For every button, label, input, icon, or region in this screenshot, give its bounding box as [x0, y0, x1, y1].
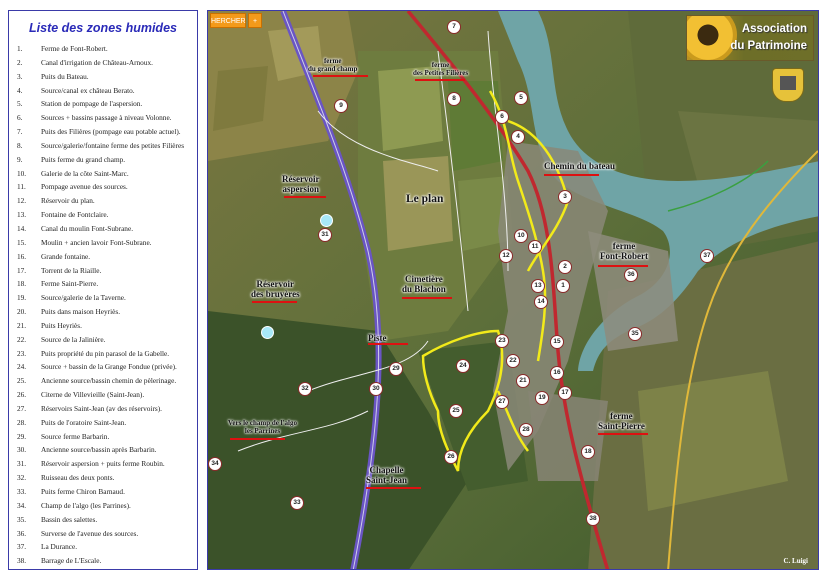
underline-chemin-bateau [544, 174, 599, 176]
zone-list-item [17, 360, 184, 374]
zone-list-item [17, 84, 184, 98]
zone-number: 33. [17, 487, 27, 496]
pin-25[interactable]: 25 [449, 404, 463, 418]
zone-list-item [17, 97, 184, 111]
zone-number: 2. [17, 57, 23, 67]
zone-list-item [17, 180, 184, 194]
zone-list-item [17, 236, 184, 250]
pin-32[interactable]: 32 [298, 382, 312, 396]
zone-number: 1. [17, 44, 23, 53]
label-reservoir-aspersion: Réservoir aspersion [282, 174, 320, 194]
zone-number: 21. [17, 320, 27, 330]
label-petites-filieres: ferme des Petites Filières [413, 61, 469, 77]
pin-29[interactable]: 29 [389, 362, 403, 376]
label-chapelle: Chapelle Saint-Jean [366, 465, 408, 485]
sunflower-icon [686, 15, 737, 61]
pin-28[interactable]: 28 [519, 423, 533, 437]
zone-number: 5. [17, 99, 23, 109]
zone-number: 17. [17, 265, 27, 275]
pin-15[interactable]: 15 [550, 335, 564, 349]
zone-number: 28. [17, 417, 27, 427]
reservoir-aspersion-dot [320, 214, 333, 227]
pin-7[interactable]: 7 [447, 20, 461, 34]
pin-38[interactable]: 38 [586, 512, 600, 526]
label-champ-algo: Vers le champ de l'algo les Parrines [228, 419, 297, 435]
zone-list-item [17, 208, 184, 222]
zone-list-item [17, 347, 184, 361]
zone-number: 7. [17, 127, 23, 137]
pin-8[interactable]: 8 [447, 92, 461, 106]
label-grand-champ: ferme du grand champ [308, 57, 358, 73]
pin-9[interactable]: 9 [334, 99, 348, 113]
zone-number: 38. [17, 556, 27, 566]
zone-number: 26. [17, 390, 27, 400]
zone-name: Réservoir du plan. [41, 196, 95, 206]
pin-22[interactable]: 22 [506, 354, 520, 368]
pin-1[interactable]: 1 [556, 279, 570, 293]
zone-name: Puits propriété du pin parasol de la Gabelle. [41, 348, 170, 358]
zone-list-item [17, 319, 184, 333]
zone-name: Pompage avenue des sources. [41, 182, 128, 192]
zone-list-item [17, 56, 184, 70]
zone-name: Sources + bassins passage à niveau Volonne. [41, 113, 172, 123]
zone-number: 12. [17, 196, 27, 206]
pin-10[interactable]: 10 [514, 229, 528, 243]
zone-list-item [17, 139, 184, 153]
zone-name: Source/canal ex château Berato. [41, 85, 135, 95]
zone-number: 20. [17, 307, 27, 317]
zone-list-item [17, 42, 184, 56]
zone-list-item [17, 70, 184, 84]
zone-list-item [17, 485, 184, 499]
pin-4[interactable]: 4 [511, 130, 525, 144]
zone-number: 34. [17, 500, 27, 510]
underline-petites-filieres [415, 79, 465, 81]
pin-26[interactable]: 26 [444, 450, 458, 464]
zone-list-item [17, 430, 184, 444]
zone-name: Source/galerie de la Taverne. [41, 293, 126, 303]
pin-14[interactable]: 14 [534, 295, 548, 309]
zone-number: 14. [17, 223, 27, 233]
zone-name: Source de la Jalinière. [41, 334, 106, 344]
plus-button[interactable]: + [248, 13, 262, 28]
zone-number: 16. [17, 251, 27, 261]
pin-6[interactable]: 6 [495, 110, 509, 124]
pin-27[interactable]: 27 [495, 395, 509, 409]
zone-number: 6. [17, 113, 23, 123]
zone-name: Citerne de Villevieille (Saint-Jean). [41, 390, 145, 400]
zone-name: Source ferme Barbarin. [41, 431, 110, 441]
zone-number: 35. [17, 514, 27, 524]
zone-number: 23. [17, 348, 27, 358]
pin-30[interactable]: 30 [369, 382, 383, 396]
label-saint-pierre: ferme Saint-Pierre [598, 411, 645, 431]
zone-number: 10. [17, 168, 27, 178]
pin-12[interactable]: 12 [499, 249, 513, 263]
zone-number: 22. [17, 334, 27, 344]
label-font-robert: ferme Font-Robert [600, 241, 648, 261]
zone-name: Ruisseau des deux ponts. [41, 473, 115, 483]
zone-name: Puits dans maison Heyriès. [41, 307, 121, 317]
zone-name: Station de pompage de l'aspersion. [41, 99, 143, 109]
zone-name: Puits ferme du grand champ. [41, 154, 126, 164]
zone-name: Source + bassin de la Grange Fondue (privée). [41, 362, 177, 372]
zone-list-item [17, 402, 184, 416]
zone-name: Fontaine de Fontclaire. [41, 210, 109, 220]
underline-reservoir-aspersion [284, 196, 326, 198]
pin-31[interactable]: 31 [318, 228, 332, 242]
association-logo [686, 15, 814, 61]
zone-number: 13. [17, 210, 27, 220]
pin-2[interactable]: 2 [558, 260, 572, 274]
pin-5[interactable]: 5 [514, 91, 528, 105]
zone-name: Ferme de Font-Robert. [41, 44, 108, 53]
zone-list-item [17, 264, 184, 278]
zone-number: 3. [17, 71, 23, 81]
zone-name: Puits ferme Chiron Barnaud. [41, 487, 125, 496]
map-credit: C. Luigi [783, 557, 808, 565]
label-reservoir-bruyeres: Réservoir des bruyères [251, 279, 300, 299]
underline-piste [368, 343, 408, 345]
zone-name: Puits du Bateau. [41, 71, 89, 81]
zone-number: 15. [17, 237, 27, 247]
label-le-plan: Le plan [406, 193, 444, 205]
zone-number: 8. [17, 140, 23, 150]
zone-name: Puits des Filières (pompage eau potable actuel). [41, 127, 181, 137]
underline-reservoir-bruyeres [252, 301, 297, 303]
underline-saint-pierre [598, 433, 648, 435]
pin-24[interactable]: 24 [456, 359, 470, 373]
label-cimetiere: Cimetière du Blachon [402, 274, 446, 294]
zone-name: Source/galerie/fontaine ferme des petites Filières [41, 140, 185, 150]
zone-name: Barrage de L'Escale. [41, 556, 102, 566]
zone-number: 27. [17, 403, 27, 413]
underline-grand-champ [313, 75, 368, 77]
pin-36[interactable]: 36 [624, 268, 638, 282]
pin-37[interactable]: 37 [700, 249, 714, 263]
zone-list-item [17, 527, 184, 541]
search-button[interactable]: HERCHER [210, 13, 246, 28]
zone-list-item [17, 305, 184, 319]
zone-list-item [17, 554, 184, 568]
association-title-line2: du Patrimoine [730, 40, 807, 52]
zone-list-item [17, 443, 184, 457]
zone-name: Puits de l'oratoire Saint-Jean. [41, 417, 127, 427]
zone-list-item [17, 222, 184, 236]
zone-list-item [17, 277, 184, 291]
zone-number: 25. [17, 376, 27, 386]
label-chemin-bateau: Chemin du bateau [544, 161, 616, 171]
zone-number: 4. [17, 85, 23, 95]
zone-name: Torrent de la Riaille. [41, 265, 102, 275]
zone-list-item [17, 291, 184, 305]
zone-list-item [17, 153, 184, 167]
zone-number: 19. [17, 293, 27, 303]
underline-font-robert [598, 265, 648, 267]
zone-list-item [17, 111, 184, 125]
zone-list-item [17, 499, 184, 513]
zone-number: 9. [17, 154, 23, 164]
zone-list-item [17, 125, 184, 139]
zone-list-item [17, 471, 184, 485]
zone-list-item [17, 374, 184, 388]
zone-name: Bassin des salettes. [41, 514, 98, 524]
zone-name: Ferme Saint-Pierre. [41, 279, 99, 289]
zone-list-panel [8, 10, 198, 570]
zone-list-item [17, 416, 184, 430]
label-piste: Piste [368, 333, 387, 343]
pin-13[interactable]: 13 [531, 279, 545, 293]
zone-number: 31. [17, 459, 27, 469]
zone-name: Moulin + ancien lavoir Font-Subrane. [41, 237, 152, 247]
zone-name: La Durance. [41, 542, 78, 552]
zone-number: 36. [17, 528, 27, 538]
underline-champ-algo [230, 438, 285, 440]
pin-11[interactable]: 11 [528, 240, 542, 254]
zone-name: Ancienne source/bassin chemin de pèlerinage. [41, 376, 177, 386]
pin-33[interactable]: 33 [290, 496, 304, 510]
zone-list-item [17, 333, 184, 347]
zone-number: 29. [17, 431, 27, 441]
pin-23[interactable]: 23 [495, 334, 509, 348]
zone-name: Champ de l'algo (les Parrines). [41, 500, 131, 510]
zone-list-item [17, 194, 184, 208]
zone-number: 37. [17, 542, 27, 552]
zone-list-item [17, 250, 184, 264]
underline-chapelle [366, 487, 421, 489]
pin-34[interactable]: 34 [208, 457, 222, 471]
zone-list-item [17, 457, 184, 471]
zone-name: Puits Heyriès. [41, 320, 82, 330]
association-title-line1: Association [741, 23, 807, 35]
map-view[interactable] [207, 10, 819, 570]
zone-number: 11. [17, 182, 26, 192]
zone-list [17, 42, 184, 568]
pin-16[interactable]: 16 [550, 366, 564, 380]
zone-name: Canal d'irrigation de Château-Arnoux. [41, 57, 153, 67]
pin-18[interactable]: 18 [581, 445, 595, 459]
zone-number: 32. [17, 473, 27, 483]
zone-list-item [17, 540, 184, 554]
zone-name: Réservoir aspersion + puits ferme Roubin. [41, 459, 165, 469]
zone-number: 24. [17, 362, 27, 372]
pin-3[interactable]: 3 [558, 190, 572, 204]
zone-name: Canal du moulin Font-Subrane. [41, 223, 134, 233]
zone-number: 30. [17, 445, 27, 455]
pin-17[interactable]: 17 [558, 386, 572, 400]
zone-name: Grande fontaine. [41, 251, 91, 261]
zone-list-item [17, 167, 184, 181]
reservoir-bruyeres-dot [261, 326, 274, 339]
zone-list-item [17, 388, 184, 402]
pin-19[interactable]: 19 [535, 391, 549, 405]
zone-name: Galerie de la côte Saint-Marc. [41, 168, 129, 178]
crest-icon [772, 68, 804, 102]
underline-cimetiere [402, 297, 452, 299]
zone-name: Ancienne source/bassin après Barbarin. [41, 445, 157, 455]
zone-name: Surverse de l'avenue des sources. [41, 528, 139, 538]
panel-title: Liste des zones humides [29, 21, 177, 35]
pin-35[interactable]: 35 [628, 327, 642, 341]
zone-list-item [17, 513, 184, 527]
zone-name: Réservoirs Saint-Jean (av des réservoirs). [41, 403, 162, 413]
pin-21[interactable]: 21 [516, 374, 530, 388]
zone-number: 18. [17, 279, 27, 289]
